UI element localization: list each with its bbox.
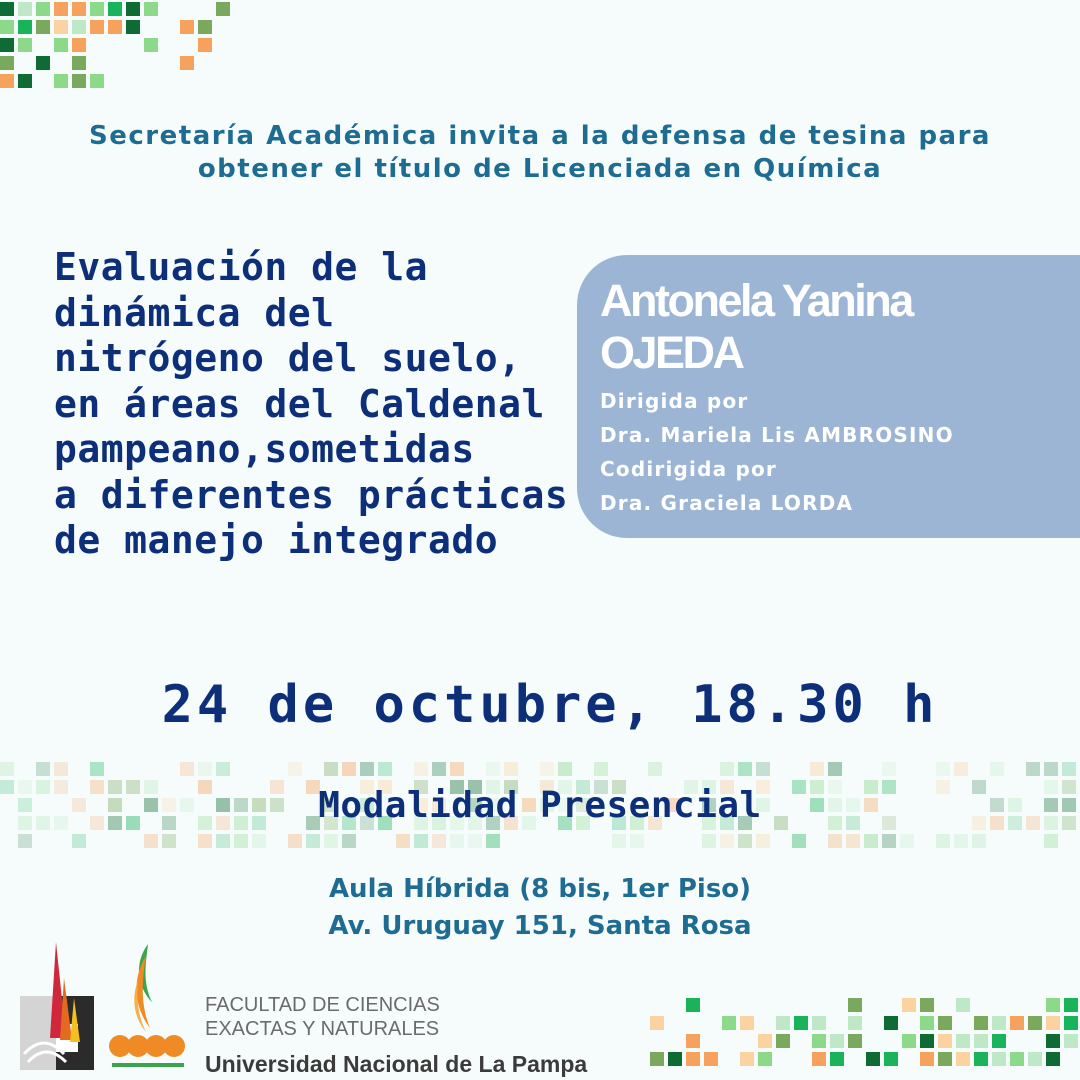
decorative-pixel: [324, 762, 338, 776]
thesis-title: [54, 245, 574, 564]
faculty-name-line-1: FACULTAD DE CIENCIAS: [205, 994, 440, 1016]
codirector-label: Codirigida por: [600, 457, 777, 481]
decorative-pixel: [1046, 998, 1060, 1012]
decorative-pixel: [792, 834, 806, 848]
decorative-pixel: [1046, 1034, 1060, 1048]
decorative-pixel: [828, 762, 842, 776]
decorative-pixel: [36, 2, 50, 16]
decorative-pixel: [90, 762, 104, 776]
decorative-pixel: [1062, 762, 1076, 776]
invitation-heading: [40, 120, 1040, 186]
decorative-pixel: [866, 1052, 880, 1066]
decorative-pixel: [54, 20, 68, 34]
decorative-pixel: [324, 834, 338, 848]
decorative-pixel: [738, 834, 752, 848]
decorative-pixel: [18, 20, 32, 34]
directors-info: [600, 384, 954, 520]
decorative-pixel: [686, 1034, 700, 1048]
decorative-pixel: [216, 2, 230, 16]
decorative-pixel: [954, 762, 968, 776]
decorative-pixel: [414, 762, 428, 776]
decorative-pixel: [686, 998, 700, 1012]
decorative-pixel: [920, 1034, 934, 1048]
decorative-pixel: [612, 834, 626, 848]
decorative-pixel: [18, 834, 32, 848]
decorative-pixel: [846, 834, 860, 848]
decorative-pixel: [90, 2, 104, 16]
decorative-pixel: [704, 1052, 718, 1066]
decorative-pixel: [72, 74, 86, 88]
decorative-pixel: [108, 2, 122, 16]
decorative-pixel: [72, 2, 86, 16]
decorative-pixel: [108, 20, 122, 34]
author-name: [600, 275, 912, 379]
decorative-pixel: [848, 1016, 862, 1030]
decorative-pixel: [756, 834, 770, 848]
decorative-pixel: [0, 74, 14, 88]
decorative-pixel: [36, 56, 50, 70]
decorative-pixel: [396, 834, 410, 848]
decorative-pixel: [72, 20, 86, 34]
decorative-pixel: [0, 2, 14, 16]
decorative-pixel: [144, 2, 158, 16]
decorative-pixel: [72, 834, 86, 848]
decorative-pixel: [198, 834, 212, 848]
decorative-pixel: [126, 20, 140, 34]
decorative-pixel: [36, 762, 50, 776]
thesis-title-line: pampeano,sometidas: [54, 427, 475, 471]
decorative-pixel: [938, 1034, 952, 1048]
decorative-pixel: [828, 834, 842, 848]
venue-info: [0, 871, 1080, 945]
decorative-pixel: [794, 1016, 808, 1030]
decorative-pixel: [884, 1052, 898, 1066]
decorative-pixel: [972, 834, 986, 848]
decorative-pixel: [198, 20, 212, 34]
decorative-pixel: [1064, 998, 1078, 1012]
decorative-pixel: [1010, 1052, 1024, 1066]
thesis-title-line: Evaluación de la: [54, 245, 429, 289]
decorative-pixel: [90, 74, 104, 88]
decorative-pixel: [1010, 1016, 1024, 1030]
decorative-pixel: [342, 762, 356, 776]
decorative-pixel: [18, 2, 32, 16]
decorative-pixel: [450, 762, 464, 776]
decorative-pixel: [848, 1034, 862, 1048]
decorative-pixel: [936, 834, 950, 848]
decorative-pixel: [812, 1052, 826, 1066]
decorative-pixel: [776, 1016, 790, 1030]
author-surname: OJEDA: [600, 327, 743, 378]
decorative-pixel: [882, 834, 896, 848]
faculty-logo: [108, 942, 192, 1072]
decorative-pixel: [180, 56, 194, 70]
decorative-pixel: [90, 20, 104, 34]
decorative-pixel: [812, 1016, 826, 1030]
decorative-pixel: [180, 762, 194, 776]
decorative-pixel: [954, 834, 968, 848]
decorative-pixel: [1064, 1016, 1078, 1030]
decorative-pixel: [0, 762, 14, 776]
decorative-pixel: [18, 74, 32, 88]
decorative-pixel: [758, 1034, 772, 1048]
decorative-pixel: [938, 1016, 952, 1030]
decorative-pixel: [956, 1034, 970, 1048]
decorative-pixel: [144, 38, 158, 52]
decorative-pixel: [686, 1052, 700, 1066]
decorative-pixel: [990, 762, 1004, 776]
decorative-pixel: [1028, 1052, 1042, 1066]
decorative-pixel: [776, 1034, 790, 1048]
decorative-pixel: [1046, 1052, 1060, 1066]
decorative-pixel: [956, 998, 970, 1012]
event-modality: Modalidad Presencial: [318, 785, 762, 826]
decorative-pixel: [902, 1034, 916, 1048]
decorative-pixel: [216, 762, 230, 776]
decorative-pixel: [504, 762, 518, 776]
decorative-pixel: [54, 38, 68, 52]
decorative-pixel: [992, 1034, 1006, 1048]
decorative-pixel: [992, 1052, 1006, 1066]
thesis-title-line: en áreas del Caldenal: [54, 381, 545, 426]
decorative-pixel: [378, 762, 392, 776]
decorative-pixel: [884, 1016, 898, 1030]
decorative-pixel: [0, 56, 14, 70]
decorative-pixel: [740, 1052, 754, 1066]
decorative-pixel: [974, 1034, 988, 1048]
decorative-pixel: [594, 762, 608, 776]
decorative-pixel: [342, 834, 356, 848]
decorative-pixel: [288, 762, 302, 776]
decorative-pixel: [668, 1052, 682, 1066]
decorative-pixel: [468, 834, 482, 848]
decorative-pixel: [722, 1016, 736, 1030]
decorative-pixel: [992, 1016, 1006, 1030]
thesis-title-line: a diferentes prácticas: [54, 472, 569, 517]
decorative-pixel: [558, 762, 572, 776]
decorative-pixel: [18, 38, 32, 52]
thesis-title-line: dinámica del: [54, 290, 335, 335]
decorative-pixel: [162, 834, 176, 848]
codirector-name: Dra. Graciela LORDA: [600, 491, 854, 515]
event-date-time: 24 de octubre, 18.30 h: [161, 675, 939, 735]
decorative-pixel: [720, 762, 734, 776]
decorative-pixel: [1064, 1034, 1078, 1048]
decorative-pixel: [288, 834, 302, 848]
thesis-title-line: de manejo integrado: [54, 518, 499, 562]
decorative-pixel: [486, 834, 500, 848]
decorative-pixel: [936, 762, 950, 776]
decorative-pixel: [54, 762, 68, 776]
decorative-pixel: [72, 38, 86, 52]
faculty-name: [205, 993, 440, 1041]
decorative-pixel: [938, 1052, 952, 1066]
invitation-line-2: obtener el título de Licenciada en Química: [197, 154, 883, 184]
decorative-pixel: [756, 762, 770, 776]
decorative-pixel: [0, 38, 14, 52]
invitation-line-1: Secretaría Académica invita a la defensa de tesina para: [89, 121, 991, 151]
decorative-pixel: [180, 20, 194, 34]
decorative-pixel: [198, 762, 212, 776]
decorative-pixel: [920, 1016, 934, 1030]
thesis-title-line: nitrógeno del suelo,: [54, 336, 522, 380]
decorative-pixel: [432, 762, 446, 776]
decorative-pixel: [812, 1034, 826, 1048]
decorative-pixel: [920, 998, 934, 1012]
decorative-pixel: [758, 1052, 772, 1066]
decorative-pixel: [900, 834, 914, 848]
decorative-pixel: [902, 998, 916, 1012]
decorative-pixel: [848, 998, 862, 1012]
decorative-pixel: [830, 1052, 844, 1066]
decorative-pixel: [740, 1016, 754, 1030]
decorative-pixel: [126, 2, 140, 16]
decorative-pixel: [540, 762, 554, 776]
decorative-pixel: [234, 834, 248, 848]
decorative-pixel: [720, 834, 734, 848]
decorative-pixel: [1046, 1016, 1060, 1030]
decorative-pixel: [486, 762, 500, 776]
decorative-pixel: [1044, 834, 1058, 848]
decorative-pixel: [198, 38, 212, 52]
decorative-pixel: [144, 834, 158, 848]
decorative-pixel: [360, 762, 374, 776]
director-label: Dirigida por: [600, 389, 749, 413]
decorative-pixel: [648, 762, 662, 776]
decorative-pixel: [36, 20, 50, 34]
decorative-pixel: [414, 834, 428, 848]
decorative-pixel: [650, 1052, 664, 1066]
decorative-pixel: [1044, 762, 1058, 776]
decorative-pixel: [54, 2, 68, 16]
decorative-pixel: [630, 834, 644, 848]
author-first-names: Antonela Yanina: [600, 275, 912, 326]
decorative-pixel: [306, 834, 320, 848]
decorative-pixel: [0, 20, 14, 34]
decorative-pixel: [974, 1052, 988, 1066]
decorative-pixel: [956, 1052, 970, 1066]
decorative-pixel: [830, 1034, 844, 1048]
decorative-pixel: [252, 834, 266, 848]
unlp-logo: [20, 942, 100, 1072]
faculty-name-line-2: EXACTAS Y NATURALES: [205, 1018, 440, 1040]
university-name: Universidad Nacional de La Pampa: [205, 1051, 588, 1077]
decorative-pixel: [810, 762, 824, 776]
decorative-pixel: [650, 1016, 664, 1030]
decorative-pixel: [450, 834, 464, 848]
director-name: Dra. Mariela Lis AMBROSINO: [600, 423, 954, 447]
decorative-pixel: [920, 1052, 934, 1066]
decorative-pixel: [432, 834, 446, 848]
decorative-pixel: [702, 834, 716, 848]
decorative-pixel: [216, 834, 230, 848]
decorative-pixel: [738, 762, 752, 776]
venue-address: Av. Uruguay 151, Santa Rosa: [328, 911, 752, 941]
decorative-pixel: [1028, 1016, 1042, 1030]
decorative-pixel: [864, 834, 878, 848]
decorative-pixel: [882, 762, 896, 776]
decorative-pixel: [54, 74, 68, 88]
decorative-pixel: [72, 56, 86, 70]
decorative-pixel: [1026, 762, 1040, 776]
decorative-pixel: [974, 1016, 988, 1030]
venue-room: Aula Híbrida (8 bis, 1er Piso): [328, 874, 752, 904]
